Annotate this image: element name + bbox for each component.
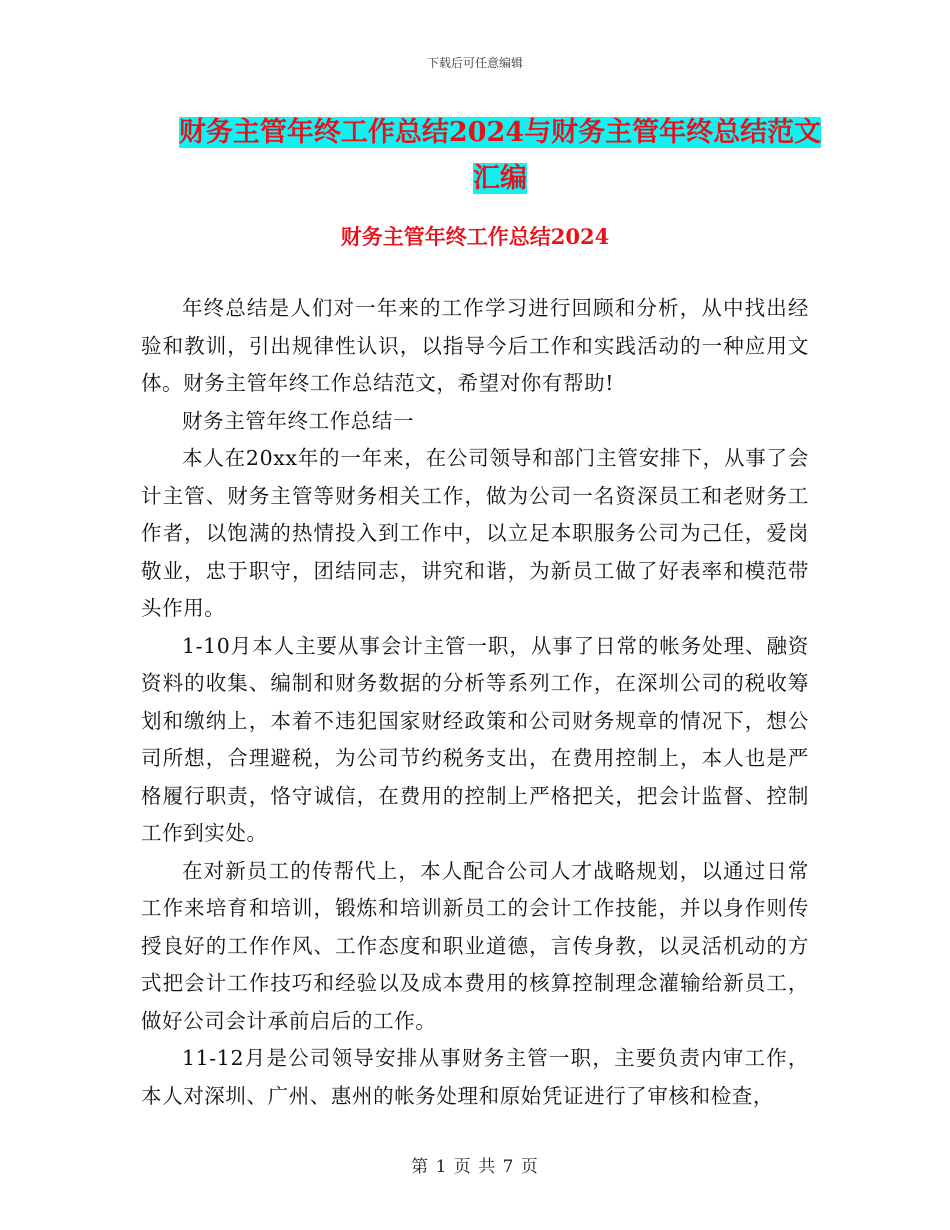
section-title: 财务主管年终工作总结2024 — [340, 224, 610, 249]
body-text — [141, 290, 809, 1115]
paragraph: 本人在20xx年的一年来，在公司领导和部门主管安排下，从事了会计主管、财务主管等财务相关工作，做为公司一名资深员工和老财务工作者，以饱满的热情投入到工作中，以立足本职服务公司为己任，爱岗敬业，忠于职守，团结同志，讲究和谐，为新员工做了好表率和模范带头作用。 — [141, 446, 809, 620]
main-title-line1: 财务主管年终工作总结2024与财务主管年终总结范文 — [178, 117, 822, 148]
paragraph: 11-12月是公司领导安排从事财务主管一职，主要负责内审工作，本人对深圳、广州、惠州的帐务处理和原始凭证进行了审核和检查， — [141, 1046, 809, 1108]
page-number: 第 1 页 共 7 页 — [411, 1157, 539, 1177]
main-title-line2: 汇编 — [473, 163, 527, 194]
paragraph: 年终总结是人们对一年来的工作学习进行回顾和分析，从中找出经验和教训，引出规律性认识，以指导今后工作和实践活动的一种应用文体。财务主管年终工作总结范文，希望对你有帮助! — [141, 296, 809, 395]
paragraph: 财务主管年终工作总结一 — [182, 408, 415, 433]
header-note: 下载后可任意编辑 — [426, 56, 523, 70]
paragraph: 1-10月本人主要从事会计主管一职，从事了日常的帐务处理、融资资料的收集、编制和财务数据的分析等系列工作，在深圳公司的税收筹划和缴纳上，本着不违犯国家财经政策和公司财务规章的情况下，想公司所想，合理避税，为公司节约税务支出，在费用控制上，本人也是严格履行职责，恪守诚信，在费用的控制上严格把关，把会计监督、控制工作到实处。 — [141, 633, 809, 845]
main-title — [150, 110, 850, 202]
paragraph: 在对新员工的传帮代上，本人配合公司人才战略规划，以通过日常工作来培育和培训，锻炼和培训新员工的会计工作技能，并以身作则传授良好的工作作风、工作态度和职业道德，言传身教，以灵活机动的方式把会计工作技巧和经验以及成本费用的核算控制理念灌输给新员工，做好公司会计承前启后的工作。 — [141, 858, 809, 1033]
